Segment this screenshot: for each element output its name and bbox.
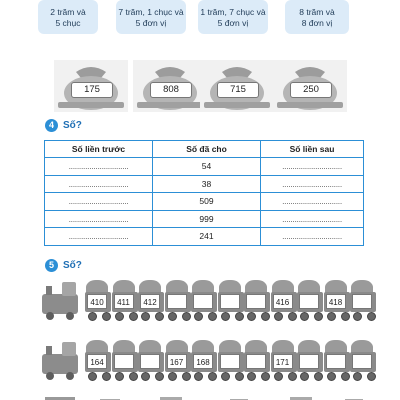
wheel-icon (129, 372, 138, 381)
card-3-text: 1 trăm, 7 chục và 5 đơn vị (200, 7, 266, 28)
wheel-icon (288, 312, 297, 321)
train-number-box: 171 (273, 354, 293, 369)
train-number-box[interactable] (326, 354, 346, 369)
train-number-box[interactable] (246, 354, 266, 369)
wheel-icon (341, 372, 350, 381)
wheel-icon (261, 312, 270, 321)
train-number-box[interactable] (220, 354, 240, 369)
train-number-box: 418 (326, 294, 346, 309)
wheel-icon (168, 372, 177, 381)
wheel-icon (367, 372, 376, 381)
section-5-title: Số? (63, 260, 82, 271)
wheel-icon (115, 312, 124, 321)
wheel-icon (88, 312, 97, 321)
train-number-box[interactable] (220, 294, 240, 309)
wheel-icon (194, 372, 203, 381)
train-number-box[interactable] (352, 354, 372, 369)
wheel-icon (327, 312, 336, 321)
table-header-row (45, 141, 364, 158)
wheel-icon (155, 312, 164, 321)
wheel-icon (115, 372, 124, 381)
wheel-icon (102, 312, 111, 321)
section-4-header (45, 119, 82, 132)
next-blank[interactable]: ............................. (261, 210, 364, 228)
wheel-icon (141, 312, 150, 321)
given-value: 54 (153, 158, 261, 176)
train-3-partial (40, 392, 375, 400)
wheel-icon (141, 372, 150, 381)
card-2-text: 7 trăm, 1 chục và 5 đơn vị (118, 7, 184, 28)
train-number-box: 411 (114, 294, 134, 309)
wheel-icon (208, 312, 217, 321)
card-4-text: 8 trăm và 8 đơn vị (299, 7, 335, 28)
section-4-number: 4 (45, 119, 58, 132)
train-number-box[interactable] (140, 354, 160, 369)
train-number-box[interactable] (352, 294, 372, 309)
table-row (45, 175, 364, 193)
number-table (44, 140, 364, 246)
bag-number: 808 (150, 82, 192, 98)
train-number-box: 416 (273, 294, 293, 309)
bag-number: 250 (290, 82, 332, 98)
given-value: 241 (153, 228, 261, 246)
section-4-title: Số? (63, 120, 82, 131)
wheel-icon (235, 312, 244, 321)
previous-blank[interactable]: ............................. (45, 228, 153, 246)
wheel-icon (182, 312, 191, 321)
train-2 (40, 340, 375, 382)
train-number-box: 168 (193, 354, 213, 369)
table-row (45, 210, 364, 228)
train-1 (40, 280, 375, 322)
wheel-icon (327, 372, 336, 381)
wheel-icon (194, 312, 203, 321)
card-1 (38, 0, 98, 34)
header-previous: Số liền trước (45, 141, 153, 158)
wheel-icon (274, 312, 283, 321)
train-number-box: 167 (167, 354, 187, 369)
wheel-icon (168, 312, 177, 321)
train-number-box[interactable] (246, 294, 266, 309)
wheel-icon (300, 312, 309, 321)
previous-blank[interactable]: ............................. (45, 210, 153, 228)
wheel-icon (221, 312, 230, 321)
wheel-icon (182, 372, 191, 381)
given-value: 999 (153, 210, 261, 228)
next-blank[interactable]: ............................. (261, 193, 364, 211)
table-row (45, 228, 364, 246)
wheel-icon (208, 372, 217, 381)
money-bag-1 (54, 60, 128, 112)
table-row (45, 193, 364, 211)
wheel-icon (155, 372, 164, 381)
locomotive-icon (40, 280, 84, 322)
header-given: Số đã cho (153, 141, 261, 158)
money-bag-2 (133, 60, 207, 112)
wheel-icon (261, 372, 270, 381)
locomotive-icon (40, 340, 84, 382)
train-number-box: 412 (140, 294, 160, 309)
train-number-box[interactable] (167, 294, 187, 309)
card-3 (198, 0, 268, 34)
wheel-icon (341, 312, 350, 321)
previous-blank[interactable]: ............................. (45, 175, 153, 193)
wheel-icon (300, 372, 309, 381)
wheel-icon (274, 372, 283, 381)
wheel-icon (353, 312, 362, 321)
wheel-icon (102, 372, 111, 381)
wheel-icon (353, 372, 362, 381)
wheel-icon (314, 372, 323, 381)
card-1-text: 2 trăm và 5 chục (50, 7, 86, 28)
card-4 (285, 0, 349, 34)
wheel-icon (88, 372, 97, 381)
section-5-number: 5 (45, 259, 58, 272)
given-value: 38 (153, 175, 261, 193)
wheel-icon (247, 312, 256, 321)
money-bag-4 (273, 60, 347, 112)
table-row (45, 158, 364, 176)
wheel-icon (367, 312, 376, 321)
header-next: Số liền sau (261, 141, 364, 158)
next-blank[interactable]: ............................. (261, 158, 364, 176)
train-number-box[interactable] (299, 294, 319, 309)
card-2 (116, 0, 186, 34)
previous-blank[interactable]: ............................. (45, 158, 153, 176)
train-number-box: 164 (87, 354, 107, 369)
next-blank[interactable]: ............................. (261, 175, 364, 193)
wheel-icon (288, 372, 297, 381)
previous-blank[interactable]: ............................. (45, 193, 153, 211)
section-5-header (45, 259, 82, 272)
wheel-icon (247, 372, 256, 381)
given-value: 509 (153, 193, 261, 211)
train-number-box[interactable] (193, 294, 213, 309)
wheel-icon (129, 312, 138, 321)
bag-number: 715 (217, 82, 259, 98)
train-number-box[interactable] (114, 354, 134, 369)
train-number-box: 410 (87, 294, 107, 309)
wheel-icon (221, 372, 230, 381)
train-number-box[interactable] (299, 354, 319, 369)
next-blank[interactable]: ............................. (261, 228, 364, 246)
wheel-icon (314, 312, 323, 321)
wheel-icon (235, 372, 244, 381)
bag-number: 175 (71, 82, 113, 98)
money-bag-3 (200, 60, 274, 112)
